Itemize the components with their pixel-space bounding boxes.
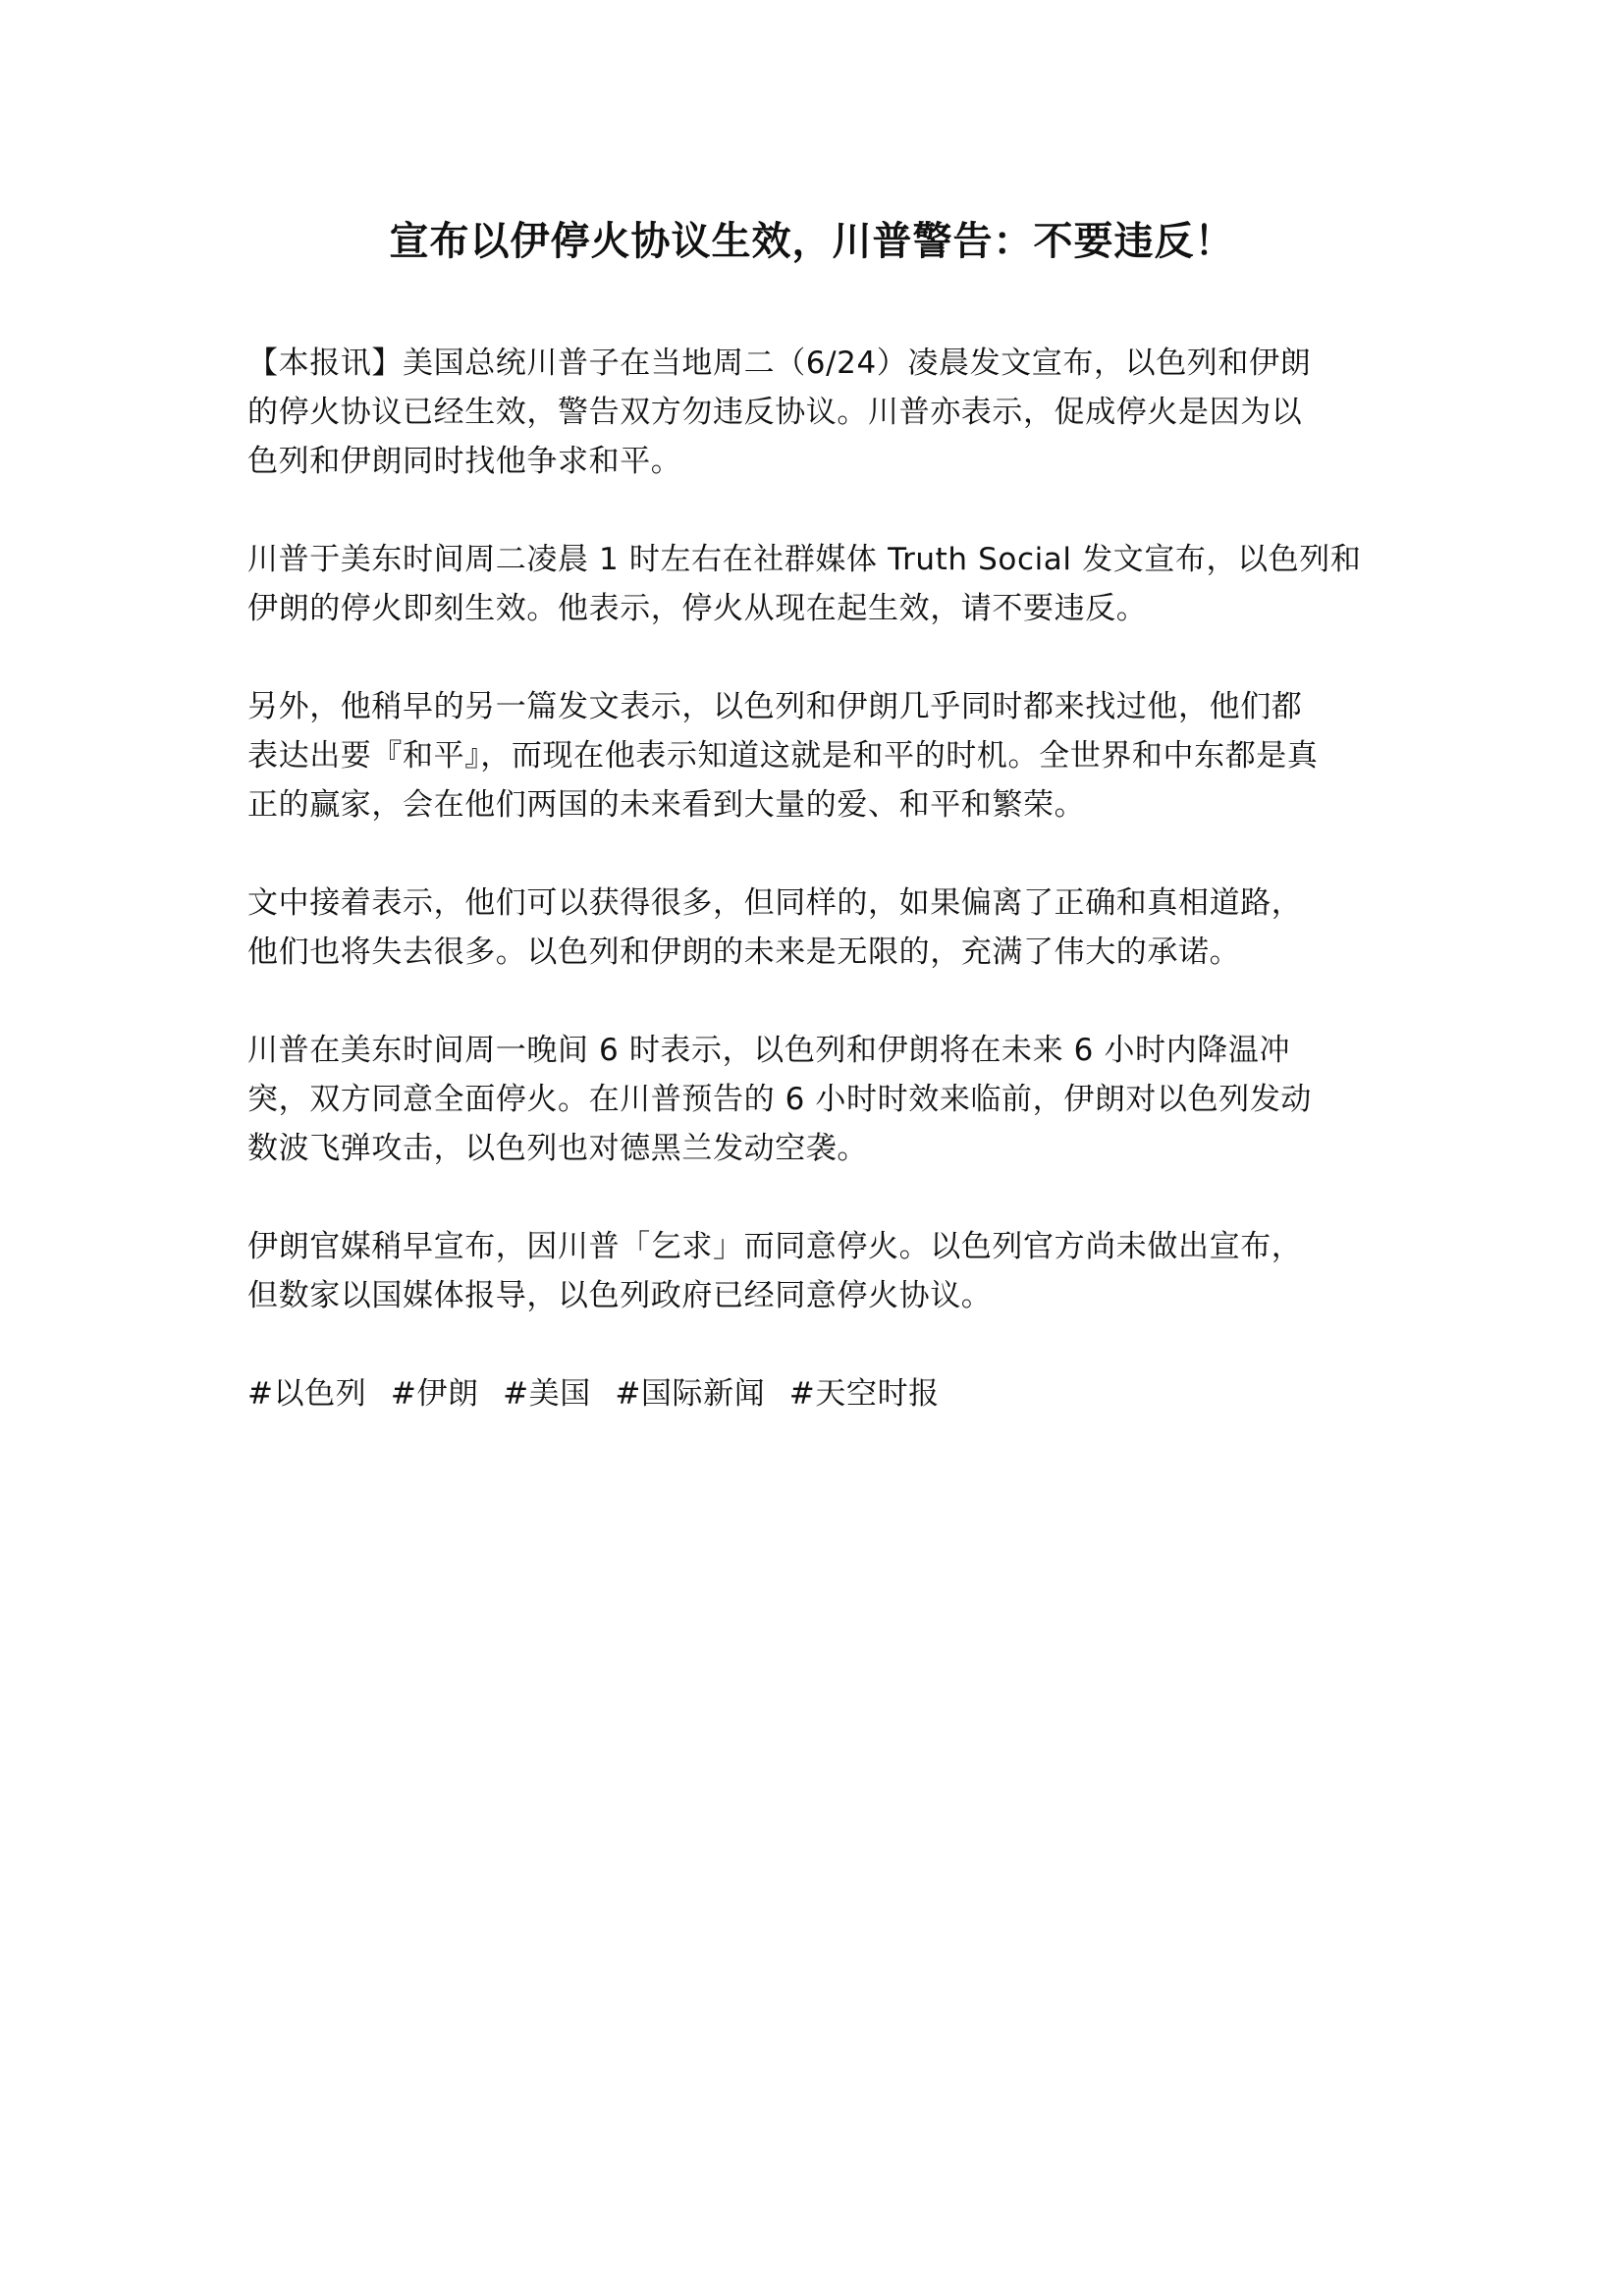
article-body xyxy=(247,339,1386,1418)
hashtag-list xyxy=(247,1369,1386,1418)
hashtag[interactable]: #美国 xyxy=(503,1376,591,1412)
hashtag[interactable]: #以色列 xyxy=(247,1376,367,1412)
paragraph-line: 数波飞弹攻击，以色列也对德黑兰发动空袭。 xyxy=(247,1131,868,1166)
hashtag[interactable]: #伊朗 xyxy=(390,1376,479,1412)
paragraph-line: 但数家以国媒体报导，以色列政府已经同意停火协议。 xyxy=(247,1278,993,1313)
paragraph-line: 突，双方同意全面停火。在川普预告的 6 小时时效来临前，伊朗对以色列发动 xyxy=(247,1082,1313,1117)
paragraph-line: 文中接着表示，他们可以获得很多，但同样的，如果偏离了正确和真相道路， xyxy=(247,885,1303,921)
paragraph-line: 表达出要『和平』，而现在他表示知道这就是和平的时机。全世界和中东都是真 xyxy=(247,738,1319,774)
paragraph-line: 正的赢家，会在他们两国的未来看到大量的爱、和平和繁荣。 xyxy=(247,787,1086,823)
paragraph-line: 川普在美东时间周一晚间 6 时表示，以色列和伊朗将在未来 6 小时内降温冲 xyxy=(247,1033,1291,1068)
paragraph xyxy=(247,1222,1386,1320)
paragraph-line: 川普于美东时间周二凌晨 1 时左右在社群媒体 Truth Social 发文宣布，以色列和 xyxy=(247,542,1362,577)
paragraph-line: 【本报讯】美国总统川普子在当地周二（6/24）凌晨发文宣布，以色列和伊朗 xyxy=(247,346,1312,381)
paragraph-line: 色列和伊朗同时找他争求和平。 xyxy=(247,444,682,479)
paragraph-line: 的停火协议已经生效，警告双方勿违反协议。川普亦表示，促成停火是因为以 xyxy=(247,395,1303,430)
hashtag[interactable]: #天空时报 xyxy=(788,1376,940,1412)
paragraph-line: 伊朗官媒稍早宣布，因川普「乞求」而同意停火。以色列官方尚未做出宣布， xyxy=(247,1229,1303,1264)
paragraph-line: 另外，他稍早的另一篇发文表示，以色列和伊朗几乎同时都来找过他，他们都 xyxy=(247,689,1303,724)
paragraph xyxy=(247,339,1386,486)
paragraph-line: 他们也将失去很多。以色列和伊朗的未来是无限的，充满了伟大的承诺。 xyxy=(247,934,1241,970)
paragraph xyxy=(247,682,1386,829)
paragraph xyxy=(247,1026,1386,1173)
paragraph xyxy=(247,535,1386,633)
article-title: 宣布以伊停火协议生效，川普警告：不要违反！ xyxy=(389,219,1235,264)
paragraph xyxy=(247,879,1386,977)
hashtag[interactable]: #国际新闻 xyxy=(615,1376,766,1412)
paragraph-line: 伊朗的停火即刻生效。他表示，停火从现在起生效，请不要违反。 xyxy=(247,591,1148,626)
